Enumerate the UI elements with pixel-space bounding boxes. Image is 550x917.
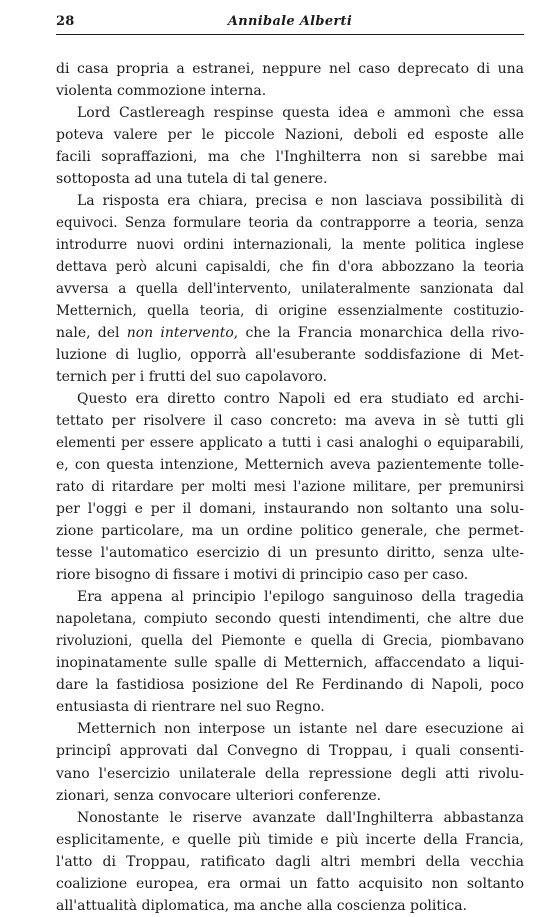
text-line: e, con questa intenzione, Metternich aveva pazientemente tolle- (56, 457, 524, 474)
text-line: zionari, senza convocare ulteriori conferenze. (56, 787, 382, 804)
text-line: dettava però alcuni capisaldi, che fin d'ora abbozzano la teoria (56, 259, 524, 276)
text-line: Nonostante le riserve avanzate dall'Inghilterra abbastanza (77, 809, 524, 826)
header-rule (56, 34, 524, 35)
text-line: luzione di luglio, opporrà all'esuberante soddisfazione di Met- (56, 347, 524, 364)
text-line: Metternich, quella teoria, di origine essenzialmente costituzio- (56, 303, 524, 320)
text-line: zione particolare, ma un ordine politico generale, che permet- (56, 523, 524, 540)
text-line: entusiasta di rientrare nel suo Regno. (56, 699, 325, 716)
text-line: Lord Castlereagh respinse questa idea e ammonì che essa (77, 105, 524, 122)
text-line: esplicitamente, e quelle più timide e più incerte della Francia, (56, 831, 524, 848)
text-line: Questo era diretto contro Napoli ed era studiato ed archi- (77, 391, 524, 408)
text-line: facili sopraffazioni, ma che l'Inghilterra non si sarebbe mai (56, 149, 524, 166)
text-line: principî approvati dal Convegno di Troppau, i quali consenti- (56, 743, 524, 760)
text-line: di casa propria a estranei, neppure nel caso deprecato di una (56, 61, 524, 77)
text-line: sottoposta ad una tutela di tal genere. (56, 171, 328, 188)
body-text (56, 58, 524, 917)
text-line: violenta commozione interna. (56, 83, 267, 100)
text-line: per l'oggi e per il domani, instaurando non soltanto una solu- (56, 501, 524, 518)
italic-phrase: non intervento (126, 325, 234, 342)
text-line: rivoluzioni, quella del Piemonte e quella di Grecia, piombavano (56, 633, 524, 650)
text-line: napoletana, compiuto secondo questi intendimenti, che altre due (56, 611, 524, 628)
text-line: avversa a quella dell'intervento, unilateralmente sanzionata dal (56, 281, 524, 298)
text-line: tesse l'automatico esercizio di un presunto diritto, senza ulte- (56, 545, 524, 562)
text-line: riore bisogno di fissare i motivi di principio caso per caso. (56, 567, 469, 584)
text-line: l'atto di Troppau, ratificato dagli altri membri della vecchia (56, 853, 524, 870)
text-line: inopinatamente sulle spalle di Metternich, affaccendato a liqui- (56, 655, 524, 672)
text-line: rato di ritardare per molti mesi l'azione militare, per premunirsi (56, 479, 524, 496)
text-line: vano l'esercizio unilaterale della repressione degli atti rivolu- (56, 765, 524, 782)
text-line: equivoci. Senza formulare teoria da contrapporre a teoria, senza (56, 215, 524, 232)
text-line: nale, del non intervento, che la Francia monarchica della rivo- (56, 325, 524, 342)
running-head: Annibale Alberti (227, 14, 353, 29)
text-line: ternich per i frutti del suo capolavoro. (56, 369, 328, 386)
text-line: poteva valere per le piccole Nazioni, deboli ed esposte alle (56, 127, 524, 144)
page-number: 28 (56, 14, 75, 29)
text-line: coalizione europea, era ormai un fatto acquisito non soltanto (56, 875, 524, 892)
text-line: tettato per risolvere il caso concreto: ma aveva in sè tutti gli (56, 413, 524, 430)
text-line: all'attualità diplomatica, ma anche alla coscienza politica. (56, 897, 468, 914)
text-line: La risposta era chiara, precisa e non lasciava possibilità di (77, 193, 524, 210)
page-header (56, 9, 524, 31)
text-line: dare la fastidiosa posizione del Re Ferdinando di Napoli, poco (56, 677, 524, 694)
text-line: introdurre nuovi ordini internazionali, la mente politica inglese (56, 237, 524, 254)
text-line: elementi per essere applicato a tutti i casi analoghi o equiparabili, (56, 435, 524, 452)
text-line: Era appena al principio l'epilogo sanguinoso della tragedia (77, 589, 524, 606)
text-line: Metternich non interpose un istante nel dare esecuzione ai (77, 721, 524, 738)
